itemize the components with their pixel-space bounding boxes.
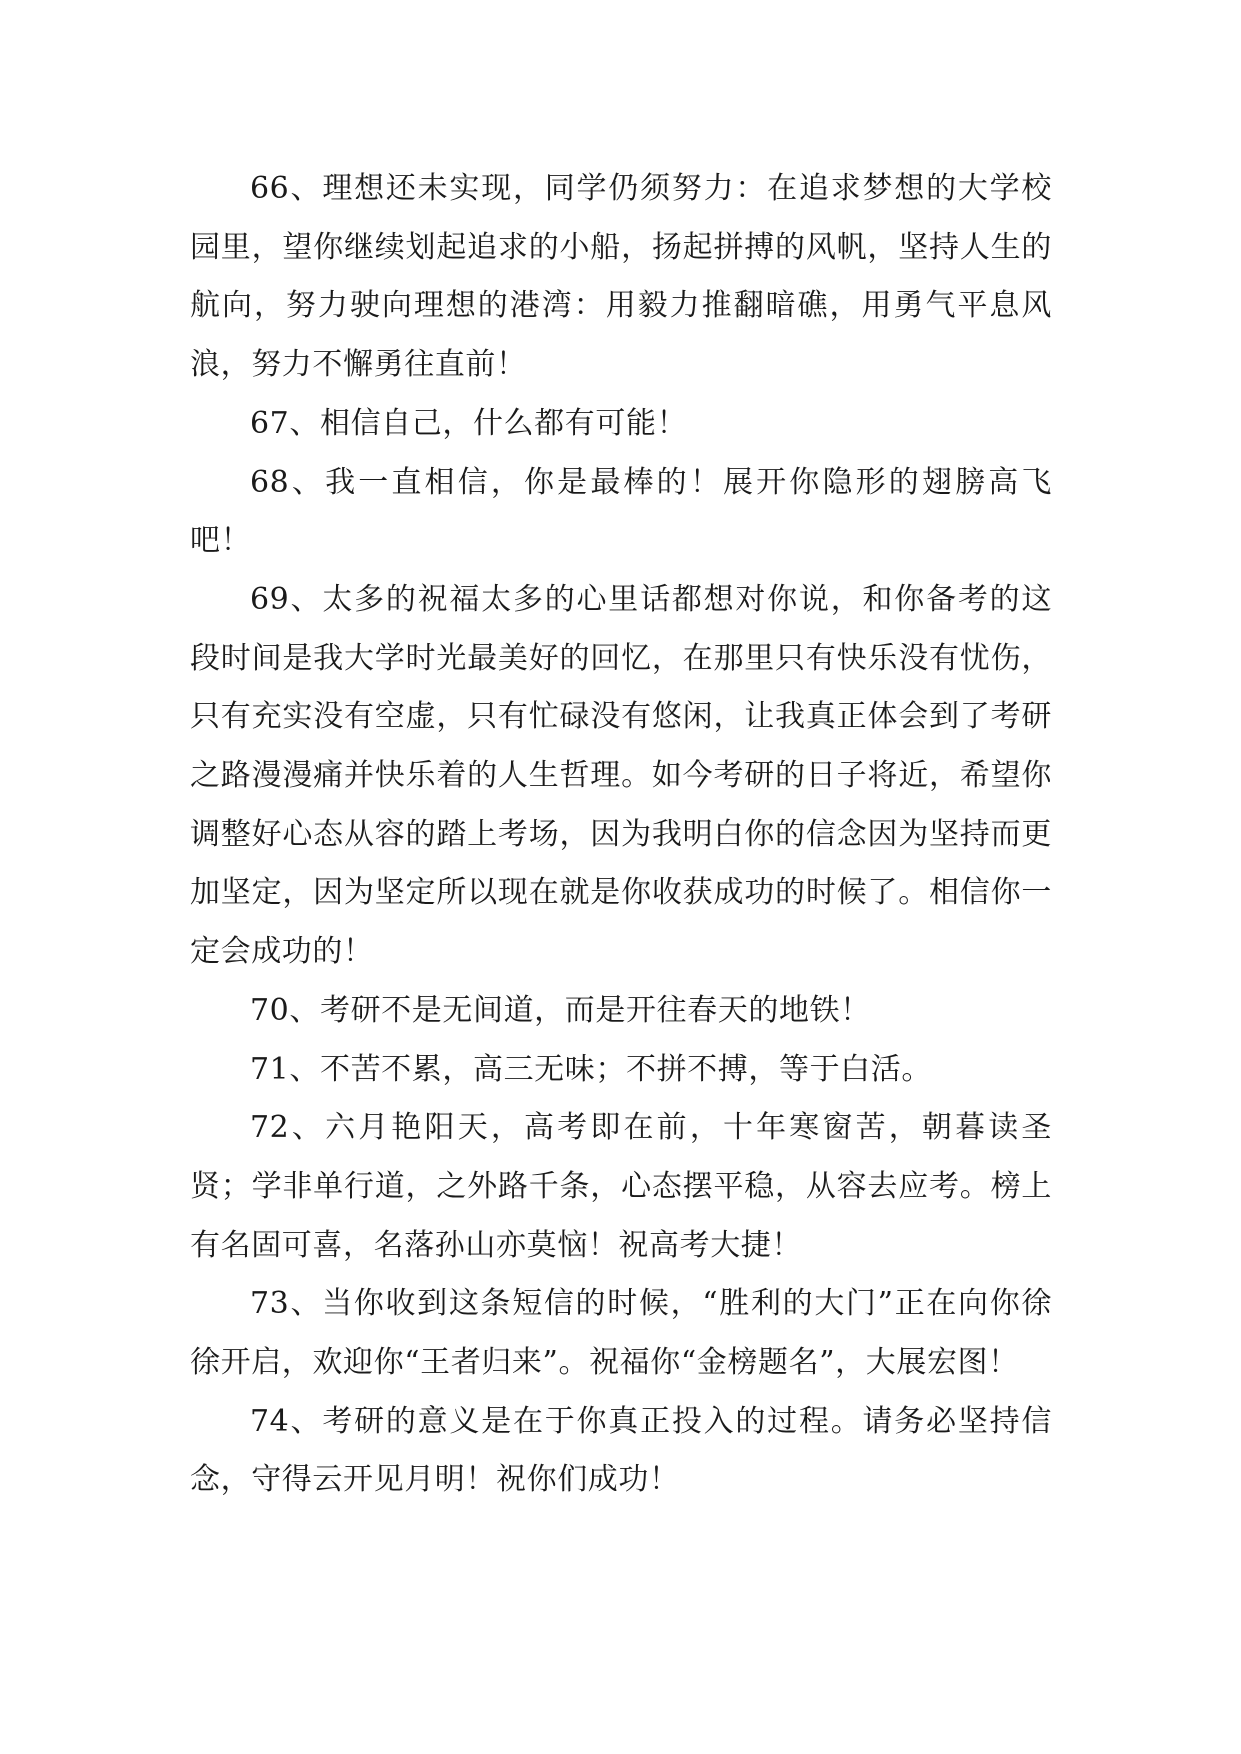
document-body xyxy=(190,160,1052,1510)
paragraph-71: 71、不苦不累，高三无味；不拼不搏，等于白活。 xyxy=(250,1051,932,1087)
paragraph-72: 72、六月艳阳天，高考即在前，十年寒窗苦，朝暮读圣贤；学非单行道，之外路千条，心态摆平稳，从容去应考。榜上有名固可喜，名落孙山亦莫恼！祝高考大捷！ xyxy=(190,1110,1052,1263)
paragraph-74: 74、考研的意义是在于你真正投入的过程。请务必坚持信念，守得云开见月明！祝你们成功！ xyxy=(190,1403,1052,1498)
paragraph-68: 68、我一直相信，你是最棒的！展开你隐形的翅膀高飞吧！ xyxy=(190,464,1052,559)
paragraph-66: 66、理想还未实现，同学仍须努力：在追求梦想的大学校园里，望你继续划起追求的小船，扬起拼搏的风帆，坚持人生的航向，努力驶向理想的港湾：用毅力推翻暗礁，用勇气平息风浪，努力不懈勇往直前！ xyxy=(190,171,1052,383)
paragraph-70: 70、考研不是无间道，而是开往春天的地铁！ xyxy=(250,992,871,1028)
paragraph-69: 69、太多的祝福太多的心里话都想对你说，和你备考的这段时间是我大学时光最美好的回忆，在那里只有快乐没有忧伤，只有充实没有空虚，只有忙碌没有悠闲，让我真正体会到了考研之路漫漫痛并快乐着的人生哲理。如今考研的日子将近，希望你调整好心态从容的踏上考场，因为我明白你的信念因为坚持而更加坚定，因为坚定所以现在就是你收获成功的时候了。相信你一定会成功的！ xyxy=(190,581,1052,970)
paragraph-73: 73、当你收到这条短信的时候，“胜利的大门”正在向你徐徐开启，欢迎你“王者归来”。祝福你“金榜题名”，大展宏图！ xyxy=(190,1286,1052,1381)
paragraph-67: 67、相信自己，什么都有可能！ xyxy=(250,405,688,441)
